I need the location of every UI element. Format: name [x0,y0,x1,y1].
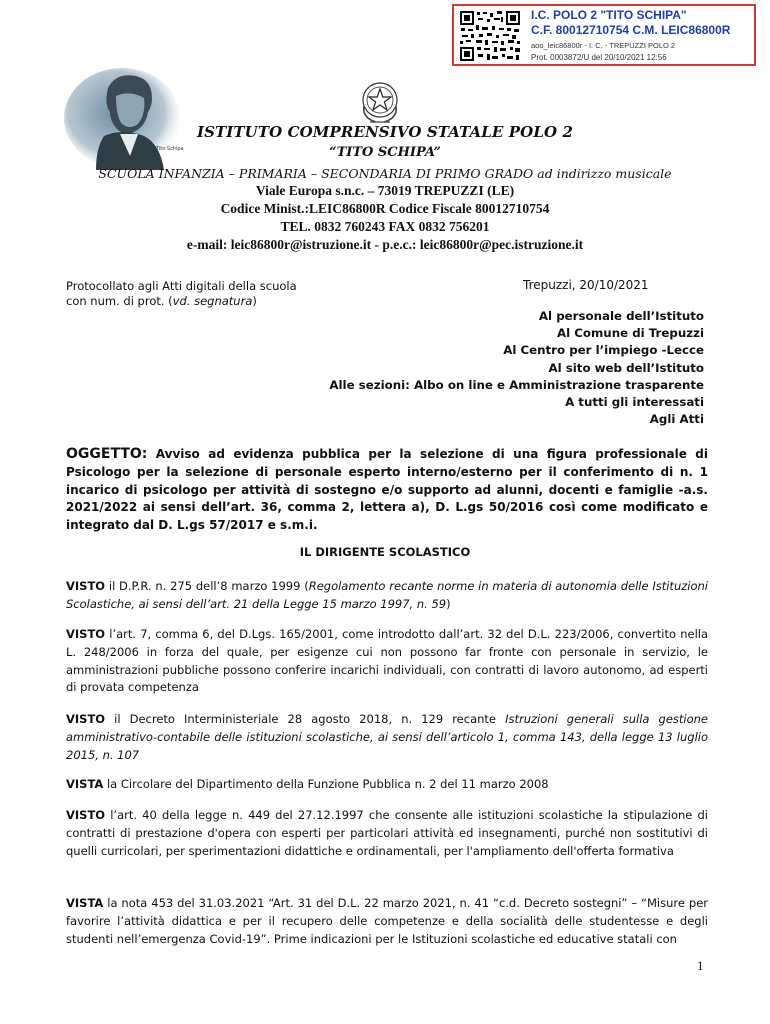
recipient-item: Agli Atti [649,412,704,427]
protocol-note: Protocollato agli Atti digitali della scuola [66,279,297,293]
qr-code-icon [459,10,521,62]
institute-subtitle: “TITO SCHIPA” [329,145,441,160]
stamp-codes: C.F. 80012710754 C.M. LEIC86800R [531,23,731,37]
protocol-number-note: con num. di prot. (vd. segnatura) [66,294,257,308]
recipient-item: Al Comune di Trepuzzi [556,326,704,341]
subject-paragraph [66,446,708,535]
recipient-item: Al personale dell’Istituto [538,309,704,323]
recipient-item: Alle sezioni: Albo on line e Amministrazione trasparente [329,377,704,392]
document-date: Trepuzzi, 20/10/2021 [523,278,649,292]
section-heading: IL DIRIGENTE SCOLASTICO [299,545,471,559]
subject-label: OGGETTO: [66,446,148,462]
institute-grades: SCUOLA INFANZIA – PRIMARIA – SECONDARIA DI PRIMO GRADO ad indirizzo musicale [98,166,672,181]
stamp-aoo: aoo_leic86800r - I. C. - TREPUZZI POLO 2 [531,41,676,50]
page-number: 1 [697,958,704,973]
svg-text:Tito Schipa: Tito Schipa [156,146,184,152]
considerando-paragraph: VISTO il Decreto Interministeriale 28 agosto 2018, n. 129 recante Istruzioni generali sulla gestione amministrativo-contabile delle istituzioni scolastiche, ai sensi dell’articolo 1, comma 143, della legge 13 luglio 2015, n. 107 [66,712,709,762]
recipient-item: A tutti gli interessati [565,395,704,410]
recipients-list [329,308,704,428]
institute-codes: Codice Minist.:LEIC86800R Codice Fiscale 80012710754 [220,201,550,216]
recipient-item: Al Centro per l’impiego -Lecce [503,343,704,358]
subject-text: Avviso ad evidenza pubblica per la selezione di una figura professionale di Psicologo per la selezione di personale esperto interno/esterno per il conferimento di n. 1 incarico di psicologo per attività di sostegno e/o supporto ad alunni, docenti e famiglie -a.s. 2021/2022 ai sensi dell’art. 36, comma 2, lettera a), D. L.gs 50/2016 così come modificato e integrato dal D. L.gs 57/2017 e s.m.i. [66,447,708,533]
stamp-school-name: I.C. POLO 2 "TITO SCHIPA" [531,8,687,22]
recipient-item: Al sito web dell’Istituto [548,360,704,375]
institute-name: ISTITUTO COMPRENSIVO STATALE POLO 2 [196,123,574,141]
considerando-paragraph: VISTO l’art. 40 della legge n. 449 del 27.12.1997 che consente alle istituzioni scolastiche la stipulazione di contratti di prestazione d'opera con esperti per particolari attività ed insegnamenti, purché non sostitutivi di quelli curricolari, per sperimentazioni didattiche e ordinamentali, per l'ampliamento dell'offerta formativa [66,808,708,858]
stamp-protocol-number: Prot. 0003872/U del 20/10/2021 12:56 [531,53,667,62]
considerando-paragraph: VISTA la Circolare del Dipartimento della Funzione Pubblica n. 2 del 11 marzo 2008 [66,777,549,791]
institute-phone: TEL. 0832 760243 FAX 0832 756201 [280,219,490,234]
considerando-paragraph: VISTO il D.P.R. n. 275 dell’8 marzo 1999 (Regolamento recante norme in materia di autonomia delle Istituzioni Scolastiche, ai sensi dell’art. 21 della Legge 15 marzo 1997, n. 59) [66,579,708,611]
institute-email: e-mail: leic86800r@istruzione.it - p.e.c.: leic86800r@pec.istruzione.it [186,237,584,252]
considerando-paragraph: VISTO l’art. 7, comma 6, del D.Lgs. 165/2001, come introdotto dall’art. 32 del D.L. 223/2006, convertito nella L. 248/2006 in forza del quale, per esigenze cui non possono far fronte con personale in servizio, le amministrazioni pubbliche possono conferire incarichi individuali, con contratti di lavoro autonomo, ad esperti di provata competenza [66,627,708,695]
protocol-stamp [452,4,756,66]
institute-address: Viale Europa s.n.c. – 73019 TREPUZZI (LE) [255,183,515,198]
considerando-paragraph: VISTA la nota 453 del 31.03.2021 “Art. 31 del D.L. 22 marzo 2021, n. 41 “c.d. Decreto sostegni” – “Misure per favorire l’attività didattica e per il recupero delle competenze e della socialità delle studentesse e degli studenti nell’emergenza Covid-19”. Prime indicazioni per le Istituzioni scolastiche ed educative statali con [66,896,708,946]
republic-emblem-icon [356,78,404,126]
